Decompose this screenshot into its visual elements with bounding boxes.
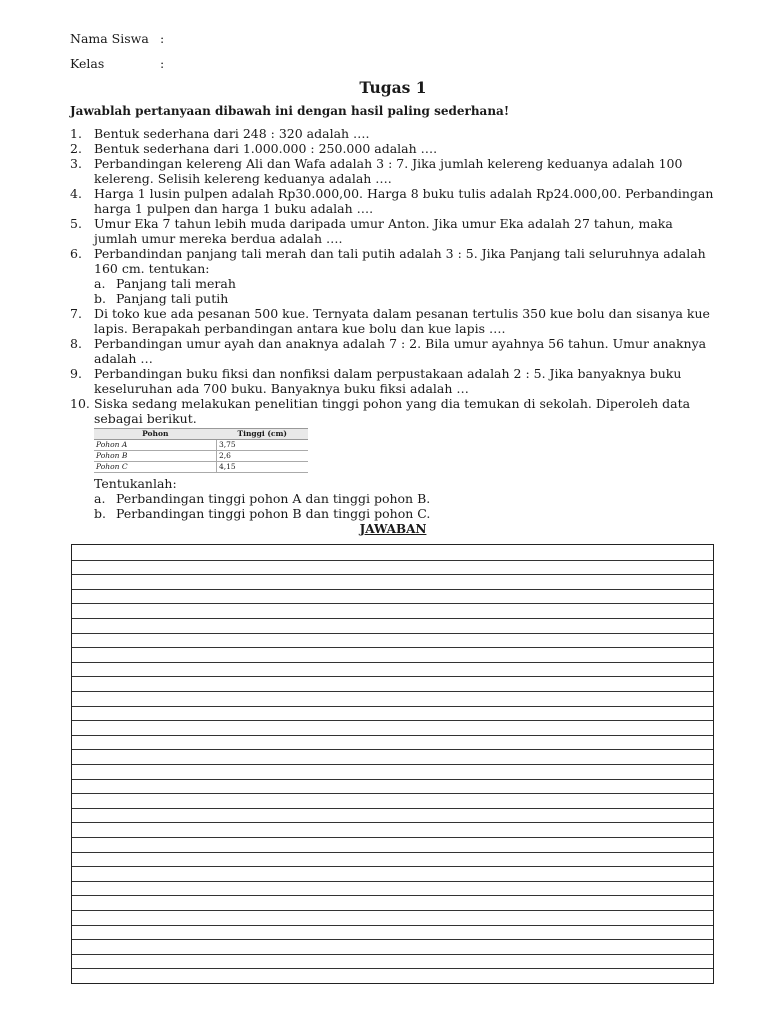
sub-question-item	[94, 276, 716, 291]
question-number: 3.	[70, 156, 82, 171]
answer-line	[72, 706, 713, 707]
question-number: 4.	[70, 186, 82, 201]
field-label: Nama Siswa	[70, 31, 149, 46]
question-item	[70, 246, 716, 306]
answer-line	[72, 618, 713, 619]
question-item	[70, 216, 716, 246]
question-item	[70, 156, 716, 186]
sub-question-letter: b.	[94, 291, 106, 306]
answer-line	[72, 589, 713, 590]
answer-line	[72, 691, 713, 692]
tree-name-cell: Pohon B	[94, 451, 217, 462]
question-item	[70, 396, 716, 521]
column-header-height: Tinggi (cm)	[217, 429, 309, 440]
table-row	[94, 440, 308, 451]
sub-question-text: Panjang tali merah	[116, 276, 236, 291]
answer-line	[72, 837, 713, 838]
question-item	[70, 366, 716, 396]
field-colon: :	[160, 31, 165, 46]
question-text: Perbandingan kelereng Ali dan Wafa adalah 3 : 7. Jika jumlah kelereng keduanya adalah 100 kelereng. Selisih kelereng keduanya adalah ….	[94, 156, 683, 186]
sub-question-item	[94, 491, 716, 506]
answer-line	[72, 735, 713, 736]
answer-line	[72, 603, 713, 604]
question-number: 8.	[70, 336, 82, 351]
question-text: Bentuk sederhana dari 1.000.000 : 250.000 adalah ….	[94, 141, 438, 156]
sub-question-text: Perbandingan tinggi pohon B dan tinggi pohon C.	[116, 506, 431, 521]
question-text: Harga 1 lusin pulpen adalah Rp30.000,00. Harga 8 buku tulis adalah Rp24.000,00. Perbandingan harga 1 pulpen dan harga 1 buku adalah ….	[94, 186, 714, 216]
answer-line	[72, 749, 713, 750]
question-number: 1.	[70, 126, 82, 141]
answer-line	[72, 560, 713, 561]
answer-line	[72, 822, 713, 823]
table-row	[94, 451, 308, 462]
sub-question-letter: b.	[94, 506, 106, 521]
table-row	[94, 462, 308, 473]
answer-line	[72, 764, 713, 765]
question-item	[70, 141, 716, 156]
answer-line	[72, 925, 713, 926]
sub-question-item	[94, 506, 716, 521]
class-field	[70, 56, 170, 71]
answer-line	[72, 647, 713, 648]
sub-question-letter: a.	[94, 491, 106, 506]
answer-line	[72, 895, 713, 896]
tree-height-table	[94, 428, 308, 473]
field-colon: :	[160, 56, 165, 71]
answer-line	[72, 881, 713, 882]
column-header-tree: Pohon	[94, 429, 217, 440]
question-item	[70, 336, 716, 366]
question-number: 2.	[70, 141, 82, 156]
answer-line	[72, 866, 713, 867]
answer-line	[72, 793, 713, 794]
page-title: Tugas 1	[359, 78, 427, 97]
question-number: 10.	[70, 396, 90, 411]
question-number: 5.	[70, 216, 82, 231]
question-text: Siska sedang melakukan penelitian tinggi pohon yang dia temukan di sekolah. Diperoleh data sebagai berikut.	[94, 396, 691, 426]
sub-question-item	[94, 291, 716, 306]
answer-heading: JAWABAN	[359, 522, 427, 536]
answer-line	[72, 662, 713, 663]
sub-question-text: Panjang tali putih	[116, 291, 229, 306]
instruction-text: Jawablah pertanyaan dibawah ini dengan hasil paling sederhana!	[70, 104, 510, 118]
tree-height-cell: 2,6	[217, 451, 309, 462]
sub-question-text: Perbandingan tinggi pohon A dan tinggi pohon B.	[116, 491, 431, 506]
question-text: Bentuk sederhana dari 248 : 320 adalah ….	[94, 126, 370, 141]
answer-line	[72, 808, 713, 809]
sub-question-list	[94, 491, 716, 521]
answer-line	[72, 633, 713, 634]
question-item	[70, 126, 716, 141]
question-number: 6.	[70, 246, 82, 261]
answer-line	[72, 910, 713, 911]
field-label: Kelas	[70, 56, 105, 71]
answer-line	[72, 954, 713, 955]
tree-height-cell: 4,15	[217, 462, 309, 473]
sub-question-list	[94, 276, 716, 306]
question-list	[70, 126, 716, 521]
answer-line	[72, 574, 713, 575]
answer-line	[72, 720, 713, 721]
question-item	[70, 186, 716, 216]
tree-height-cell: 3,75	[217, 440, 309, 451]
question-text: Perbandingan buku fiksi dan nonfiksi dalam perpustakaan adalah 2 : 5. Jika banyaknya buku keseluruhan ada 700 buku. Banyaknya buku fiksi adalah …	[94, 366, 682, 396]
answer-line	[72, 939, 713, 940]
table-header-row	[94, 429, 308, 440]
question-number: 9.	[70, 366, 82, 381]
question-text: Umur Eka 7 tahun lebih muda daripada umur Anton. Jika umur Eka adalah 27 tahun, maka jumlah umur mereka berdua adalah ….	[94, 216, 673, 246]
answer-line	[72, 676, 713, 677]
student-name-field	[70, 31, 170, 46]
answer-line	[72, 852, 713, 853]
question-text: Perbandingan umur ayah dan anaknya adalah 7 : 2. Bila umur ayahnya 56 tahun. Umur anaknya adalah …	[94, 336, 707, 366]
answer-line	[72, 968, 713, 969]
sub-question-letter: a.	[94, 276, 106, 291]
question-number: 7.	[70, 306, 82, 321]
question-text: Di toko kue ada pesanan 500 kue. Ternyata dalam pesanan tertulis 350 kue bolu dan sisanya kue lapis. Berapakah perbandingan antara kue bolu dan kue lapis ….	[94, 306, 710, 336]
tree-name-cell: Pohon C	[94, 462, 217, 473]
question-text: Perbandindan panjang tali merah dan tali putih adalah 3 : 5. Jika Panjang tali seluruhnya adalah 160 cm. tentukan:	[94, 246, 706, 276]
tree-name-cell: Pohon A	[94, 440, 217, 451]
question-item	[70, 306, 716, 336]
follow-up-text: Tentukanlah:	[94, 476, 177, 491]
answer-line	[72, 779, 713, 780]
answer-lines-box[interactable]	[71, 544, 714, 984]
